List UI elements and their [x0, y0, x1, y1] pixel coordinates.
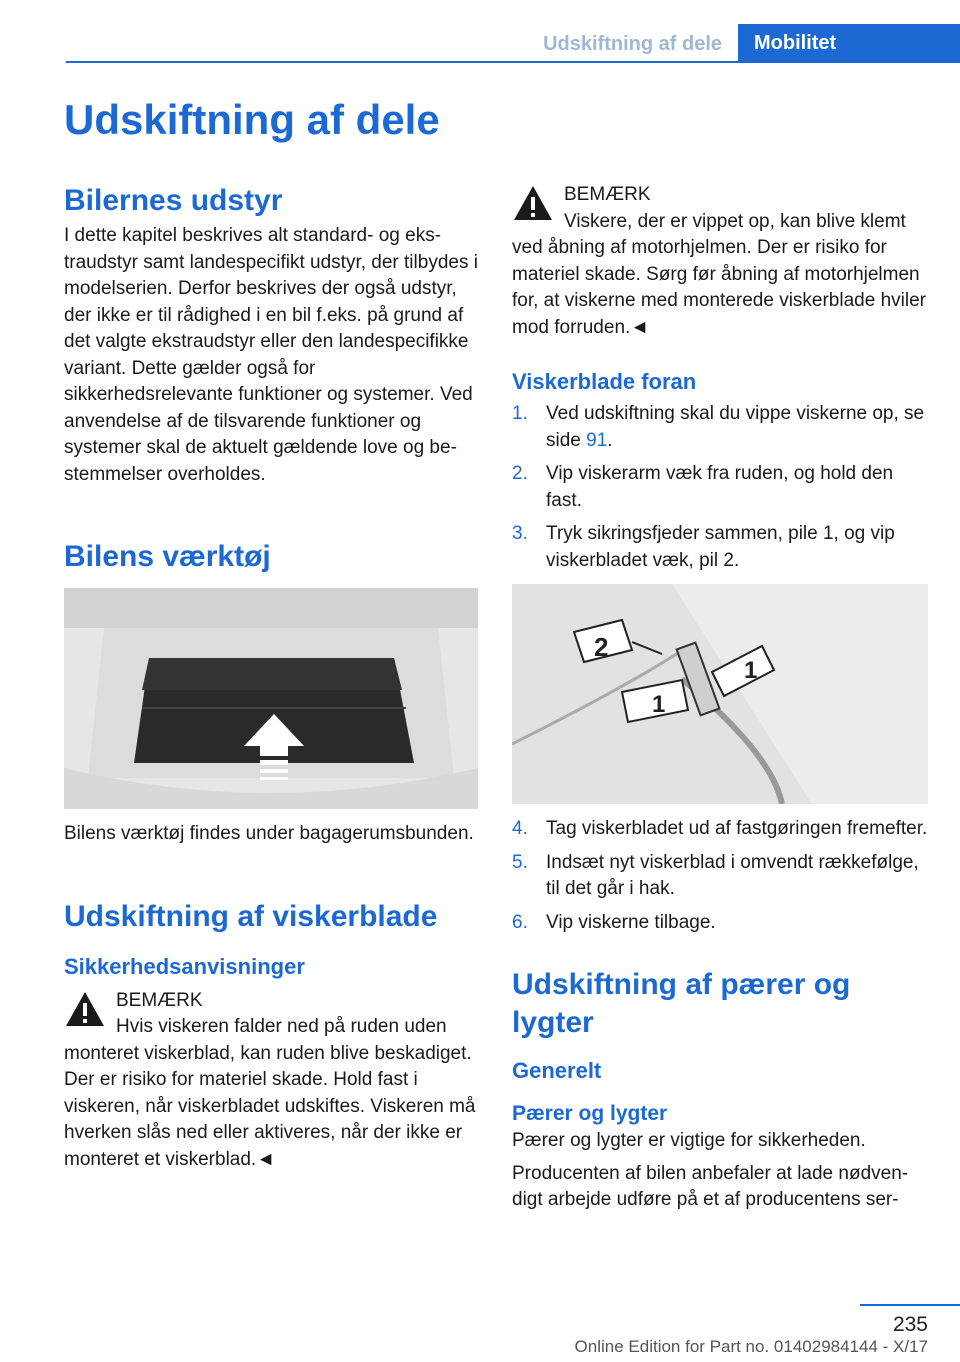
list-item: [512, 461, 928, 514]
notice-label: BEMÆRK: [116, 989, 203, 1011]
step-text-end: .: [607, 429, 613, 451]
bulbs-subheading: Pærer og lygter: [512, 1102, 668, 1125]
page-link[interactable]: 91: [586, 429, 608, 451]
page-number: 235: [892, 1313, 928, 1336]
tools-caption: Bilens værktøj findes under bagagerumsbunden.: [64, 823, 474, 844]
header-section-tab: Udskiftning af dele: [543, 33, 722, 55]
figure-label: 1: [652, 691, 666, 718]
tools-heading: Bilens værktøj: [64, 540, 271, 573]
notice-block: [512, 182, 928, 341]
left-column: [64, 182, 478, 1173]
header-rule: [66, 61, 960, 63]
header-chapter-tab: Mobilitet: [738, 24, 960, 63]
bulbs-paragraph-2: Producenten af bilen anbefaler at lade nødvendigt arbejde udføre på et af producentens ser-: [512, 1162, 909, 1210]
steps-list-b: [512, 816, 928, 936]
front-wipers-heading: Viskerblade foran: [512, 369, 697, 394]
warning-icon: [512, 184, 554, 222]
step-number: 4.: [512, 818, 528, 839]
step-text: Tag viskerbladet ud af fastgøringen fremefter.: [546, 818, 928, 839]
warning-icon: [64, 990, 106, 1028]
notice-block: [64, 988, 478, 1174]
notice-label: BEMÆRK: [564, 184, 651, 205]
notice-text: Viskere, der er vippet op, kan blive klemt ved åbning af motorhjelmen. Der er risiko for materiel skade. Sørg før åbning af motorhjelmen for, at viskerne med monterede viskerblade hviler mod forruden.◄: [512, 210, 926, 338]
step-text: Indsæt nyt viskerblad i omvendt rækkefølge, til det går i hak.: [546, 851, 919, 899]
safety-subheading: Sikkerhedsanvisninger: [64, 953, 305, 979]
step-number: 1.: [512, 403, 528, 424]
bulbs-paragraph-1: Pærer og lygter er vigtige for sikkerheden.: [512, 1130, 866, 1151]
step-number: 3.: [512, 523, 528, 544]
edition-line: Online Edition for Part no. 01402984144 - X/17: [574, 1337, 928, 1356]
step-number: 2.: [512, 463, 528, 484]
notice-text: Hvis viskeren falder ned på ruden uden monteret viskerblad, kan ruden blive beskadiget. Der er risiko for materiel skade. Hold fast i viskeren, når viskerbladet udskiftes. Viskeren må hverken slås ned eller aktiveres, når der ikke er monteret et viskerblad.◄: [64, 1016, 476, 1170]
trunk-tools-figure: [64, 588, 478, 809]
steps-list-a: [512, 401, 928, 574]
page-title: Udskiftning af dele: [64, 96, 440, 143]
list-item: [512, 521, 928, 574]
footer-rule: [860, 1304, 960, 1306]
bulbs-heading: Udskiftning af pærer og lygter: [512, 968, 851, 1039]
step-text: Vip viskerarm væk fra ruden, og hold den fast.: [546, 463, 894, 511]
step-number: 6.: [512, 911, 528, 933]
step-text: Ved udskiftning skal du vippe viskerne op, se side: [546, 403, 925, 451]
right-column: [512, 182, 928, 1214]
equipment-body: I dette kapitel beskrives alt standard- og ekstraudstyr samt landespecifikt udstyr, der tilbydes i modelserien. Derfor beskrives der også udstyr, der ikke er til rådighed i en bil f.eks. på grund af det valgte ekstraudstyr eller den landespecifikke variant. Dette gælder også for sikkerhedsrelevante funktioner og systemer. Ved anvendelse af de tilsvarende funktioner og systemer skal de aktuelt gældende love og bestemmelser overholdes.: [64, 225, 478, 485]
step-text: Tryk sikringsfjeder sammen, pile 1, og vip viskerbladet væk, pil 2.: [546, 523, 895, 571]
list-item: [512, 401, 928, 454]
list-item: [512, 850, 928, 903]
figure-label: 1: [744, 657, 758, 684]
wipers-heading: Udskiftning af viskerblade: [64, 899, 438, 933]
general-heading: Generelt: [512, 1058, 602, 1083]
wiper-blade-figure: [512, 584, 928, 804]
step-text: Vip viskerne tilbage.: [546, 911, 716, 933]
equipment-heading: Bilernes udstyr: [64, 184, 283, 217]
list-item: [512, 910, 928, 937]
figure-label: 2: [594, 632, 609, 662]
list-item: [512, 816, 928, 843]
step-number: 5.: [512, 851, 528, 873]
